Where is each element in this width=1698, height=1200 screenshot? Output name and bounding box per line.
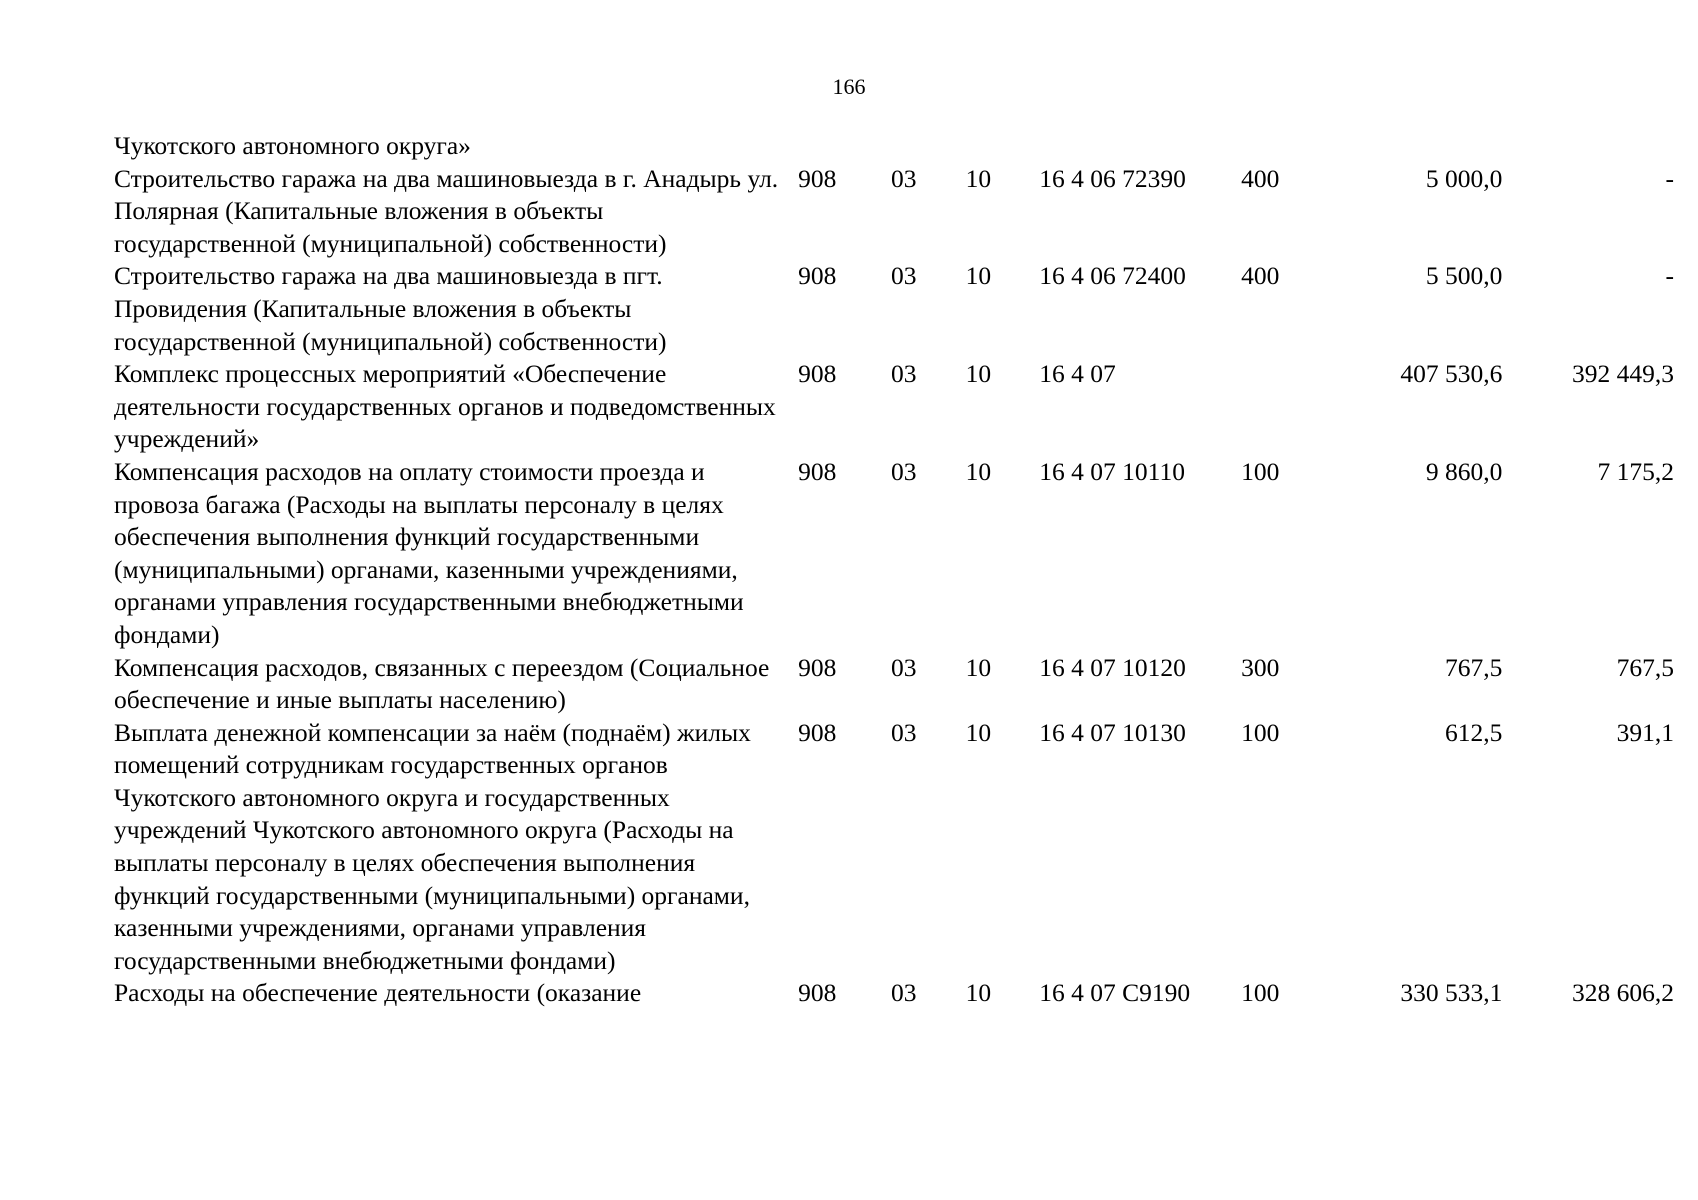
- row-name-cell: Комплекс процессных мероприятий «Обеспечение деятельности государственных органов и подведомственных учреждений»: [114, 359, 776, 454]
- section-code-cell: [891, 130, 966, 163]
- section-code-cell: 03: [890, 652, 917, 682]
- section-code-cell: 03: [890, 978, 917, 1008]
- row-name-cell: Компенсация расходов на оплату стоимости проезда и провоза багажа (Расходы на выплаты персоналу в целях обеспечения выполнения функций государственными (муниципальными) органами, казенными учреждениями, органами управления государственными внебюджетными фондами): [114, 456, 744, 649]
- amount-year2-cell: 767,5: [1616, 652, 1674, 682]
- table-row: [114, 260, 1674, 358]
- subsection-code-cell: 10: [965, 652, 992, 682]
- expense-type-cell: 100: [1241, 456, 1280, 486]
- amount-year1-cell: 9 860,0: [1425, 456, 1503, 486]
- target-article-cell: 16 4 06 72390: [1039, 163, 1186, 193]
- table-row: [114, 456, 1674, 652]
- table-body: [114, 130, 1674, 1010]
- grs-code-cell: 908: [798, 261, 837, 291]
- row-name-cell: Расходы на обеспечение деятельности (оказание: [114, 978, 642, 1008]
- target-article-cell: 16 4 06 72400: [1039, 261, 1186, 291]
- grs-code-cell: [798, 130, 891, 163]
- expense-type-cell: [1241, 130, 1311, 163]
- amount-year1-cell: 767,5: [1445, 652, 1503, 682]
- amount-year2-cell: 328 606,2: [1572, 978, 1674, 1008]
- expense-type-cell: 100: [1241, 978, 1280, 1008]
- target-article-cell: 16 4 07 10130: [1039, 717, 1186, 747]
- table-row: [114, 163, 1674, 261]
- budget-table: [114, 130, 1674, 1010]
- expense-type-cell: 300: [1241, 652, 1280, 682]
- section-code-cell: 03: [890, 163, 917, 193]
- table-row: [114, 652, 1674, 717]
- grs-code-cell: 908: [798, 717, 837, 747]
- expense-type-cell: 400: [1241, 163, 1280, 193]
- amount-year2-cell: 391,1: [1616, 717, 1674, 747]
- table-row: [114, 358, 1674, 456]
- table-row: [114, 130, 1674, 163]
- row-name-cell: Компенсация расходов, связанных с переездом (Социальное обеспечение и иные выплаты населению): [114, 652, 770, 715]
- amount-year2-cell: 392 449,3: [1572, 359, 1674, 389]
- row-name-cell: Выплата денежной компенсации за наём (поднаём) жилых помещений сотрудникам государственных органов Чукотского автономного округа и государственных учреждений Чукотского автономного округа (Расходы на выплаты персоналу в целях обеспечения выполнения функций государственными (муниципальными) органами, казенными учреждениями, органами управления государственными внебюджетными фондами): [114, 717, 751, 975]
- subsection-code-cell: 10: [965, 261, 992, 291]
- target-article-cell: 16 4 07 С9190: [1039, 978, 1191, 1008]
- target-article-cell: 16 4 07 10120: [1039, 652, 1186, 682]
- subsection-code-cell: 10: [965, 978, 992, 1008]
- page-number: 166: [832, 74, 866, 99]
- amount-year1-cell: 5 000,0: [1425, 163, 1503, 193]
- section-code-cell: 03: [890, 359, 917, 389]
- amount-year1-cell: 612,5: [1445, 717, 1503, 747]
- amount-year1-cell: 330 533,1: [1400, 978, 1503, 1008]
- amount-year2-cell: [1502, 130, 1674, 163]
- grs-code-cell: 908: [798, 359, 837, 389]
- subsection-code-cell: [966, 130, 1040, 163]
- grs-code-cell: 908: [798, 652, 837, 682]
- subsection-code-cell: 10: [965, 359, 992, 389]
- row-name-cell: Строительство гаража на два машиновыезда в пгт. Провидения (Капитальные вложения в объекты государственной (муниципальной) собственности): [114, 261, 667, 356]
- expense-type-cell: 100: [1241, 717, 1280, 747]
- subsection-code-cell: 10: [965, 456, 992, 486]
- expense-type-cell: [1241, 358, 1311, 456]
- expense-type-cell: 400: [1241, 261, 1280, 291]
- table-row: [114, 717, 1674, 978]
- row-name-cell: Чукотского автономного округа»: [114, 131, 471, 160]
- grs-code-cell: 908: [798, 978, 837, 1008]
- section-code-cell: 03: [890, 717, 917, 747]
- amount-year1-cell: 5 500,0: [1425, 261, 1503, 291]
- grs-code-cell: 908: [798, 456, 837, 486]
- amount-year2-cell: -: [1665, 261, 1674, 291]
- amount-year1-cell: 407 530,6: [1400, 359, 1503, 389]
- target-article-cell: [1039, 130, 1241, 163]
- target-article-cell: 16 4 07: [1039, 359, 1116, 389]
- table-row: [114, 977, 1674, 1010]
- section-code-cell: 03: [890, 456, 917, 486]
- amount-year2-cell: 7 175,2: [1597, 456, 1674, 486]
- subsection-code-cell: 10: [965, 717, 992, 747]
- amount-year1-cell: [1311, 130, 1503, 163]
- amount-year2-cell: -: [1665, 163, 1674, 193]
- target-article-cell: 16 4 07 10110: [1039, 456, 1185, 486]
- subsection-code-cell: 10: [965, 163, 992, 193]
- row-name-cell: Строительство гаража на два машиновыезда в г. Анадырь ул. Полярная (Капитальные вложения в объекты государственной (муниципальной) собственности): [114, 163, 779, 258]
- grs-code-cell: 908: [798, 163, 837, 193]
- section-code-cell: 03: [890, 261, 917, 291]
